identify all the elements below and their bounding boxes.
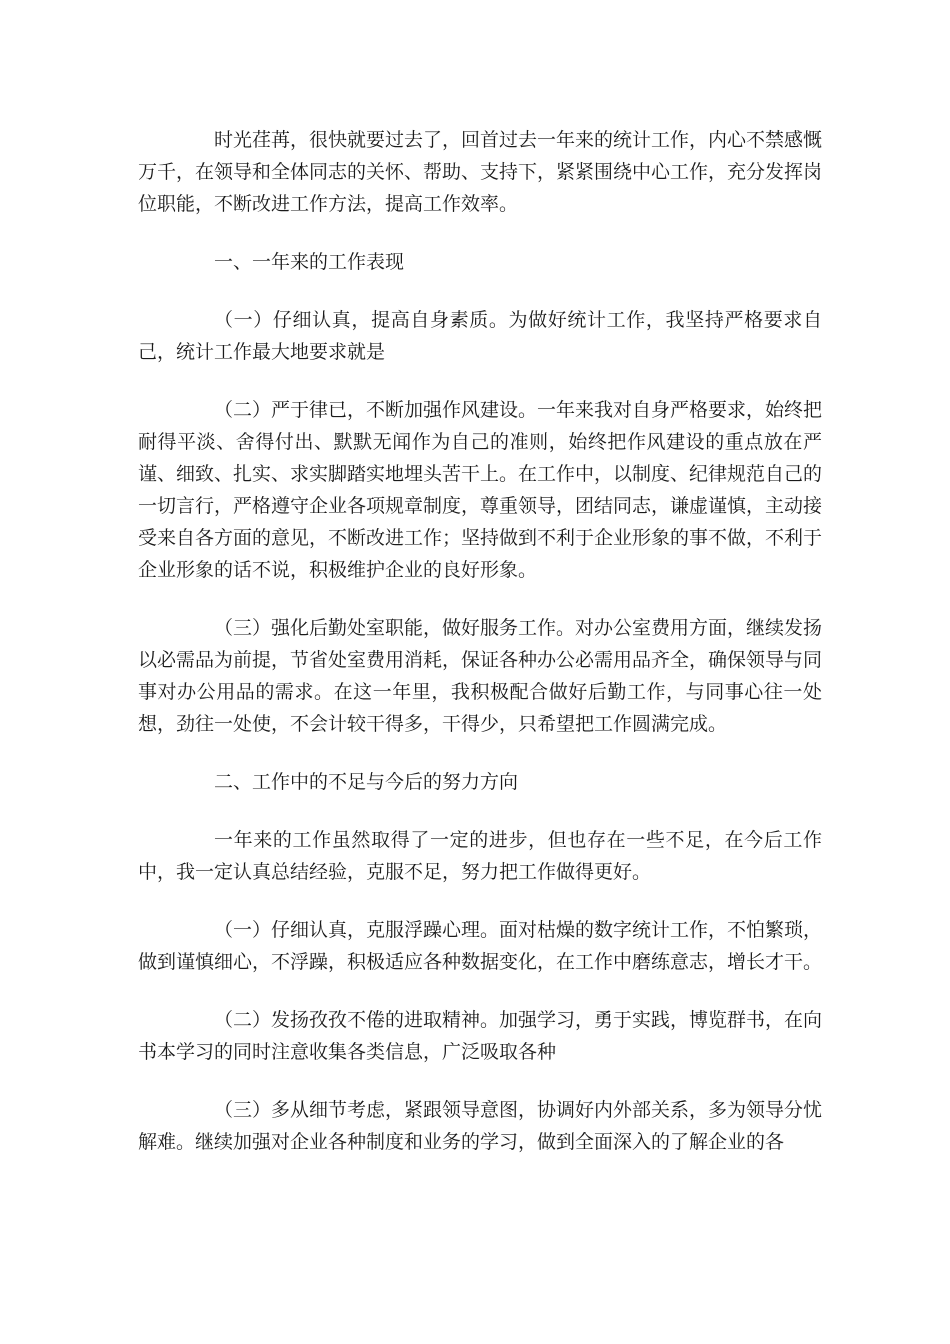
intro-paragraph: 时光荏苒，很快就要过去了，回首过去一年来的统计工作，内心不禁感慨万千，在领导和全体同志的关怀、帮助、支持下，紧紧围绕中心工作，充分发挥岗位职能，不断改进工作方法，提高工作效率。	[138, 129, 823, 215]
paragraph-2-1: （一）仔细认真，克服浮躁心理。面对枯燥的数字统计工作，不怕繁琐，做到谨慎细心，不浮躁，积极适应各种数据变化，在工作中磨练意志，增长才干。	[138, 919, 823, 973]
document-body	[138, 124, 822, 1184]
section-heading-1: 一、一年来的工作表现	[214, 251, 405, 273]
section-heading-2: 二、工作中的不足与今后的努力方向	[214, 771, 519, 793]
paragraph-2-2: （二）发扬孜孜不倦的进取精神。加强学习，勇于实践，博览群书，在向书本学习的同时注意收集各类信息，广泛吸取各种	[138, 1009, 823, 1063]
paragraph-2-3: （三）多从细节考虑，紧跟领导意图，协调好内外部关系，多为领导分忧解难。继续加强对企业各种制度和业务的学习，做到全面深入的了解企业的各	[138, 1099, 823, 1153]
paragraph-1-1: （一）仔细认真，提高自身素质。为做好统计工作，我坚持严格要求自己，统计工作最大地要求就是	[138, 309, 822, 363]
paragraph-1-3: （三）强化后勤处室职能，做好服务工作。对办公室费用方面，继续发扬以必需品为前提，节省处室费用消耗，保证各种办公必需用品齐全，确保领导与同事对办公用品的需求。在这一年里，我积极配合做好后勤工作，与同事心往一处想，劲往一处使，不会计较干得多，干得少，只希望把工作圆满完成。	[138, 617, 823, 735]
paragraph-1-2: （二）严于律已，不断加强作风建设。一年来我对自身严格要求，始终把耐得平淡、舍得付出、默默无闻作为自己的准则，始终把作风建设的重点放在严谨、细致、扎实、求实脚踏实地埋头苦干上。在工作中，以制度、纪律规范自己的一切言行，严格遵守企业各项规章制度，尊重领导，团结同志，谦虚谨慎，主动接受来自各方面的意见，不断改进工作；坚持做到不利于企业形象的事不做，不利于企业形象的话不说，积极维护企业的良好形象。	[138, 399, 823, 581]
section-2-intro: 一年来的工作虽然取得了一定的进步，但也存在一些不足，在今后工作中，我一定认真总结经验，克服不足，努力把工作做得更好。	[138, 829, 822, 883]
